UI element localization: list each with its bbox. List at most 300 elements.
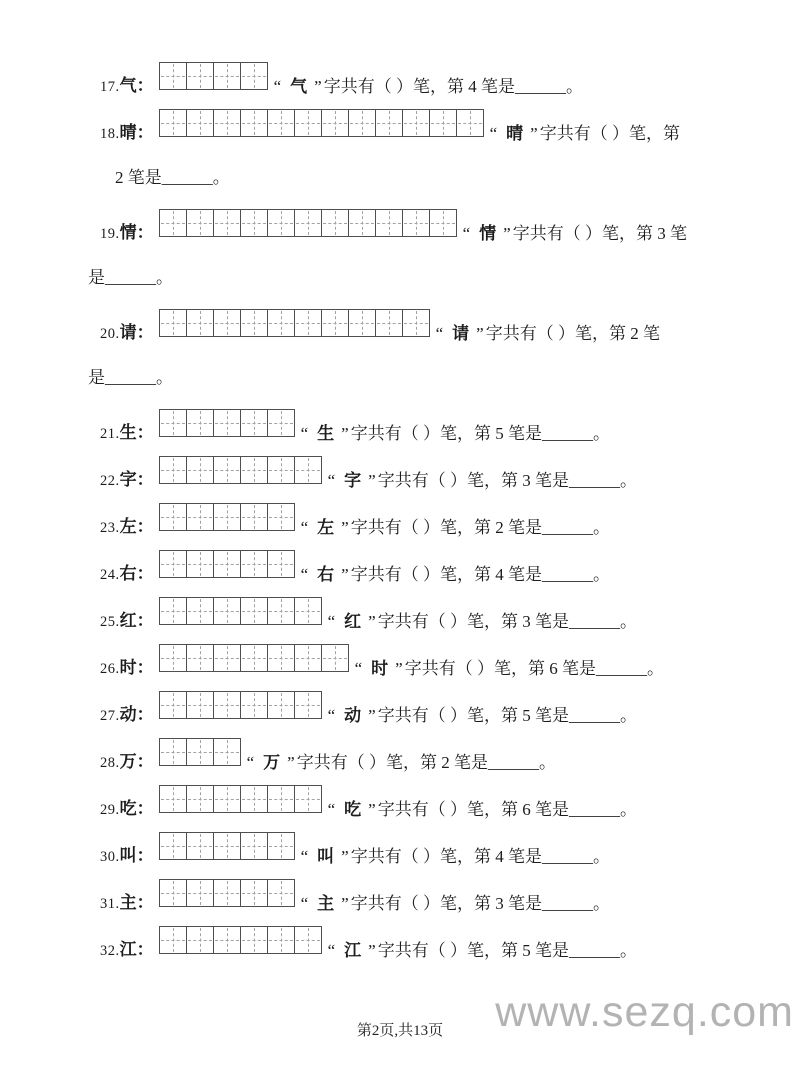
question-sentence: 字共有（ ）笔，第 2 笔是______。 — [350, 518, 610, 537]
question-number: 19. — [100, 226, 120, 242]
grid-cell — [159, 503, 187, 531]
question-block — [0, 597, 800, 633]
practice-grid — [159, 209, 457, 237]
question-character: 情 — [119, 223, 137, 242]
grid-cell — [267, 879, 295, 907]
grid-cell — [294, 597, 322, 625]
question-block — [0, 409, 800, 445]
label-colon: ： — [136, 752, 154, 771]
open-quote-mark: “ — [300, 894, 311, 913]
close-quote-mark: ” — [395, 659, 405, 678]
label-colon: ： — [136, 470, 154, 489]
question-row — [100, 597, 800, 633]
question-text — [328, 611, 637, 633]
grid-cell — [186, 62, 214, 90]
close-quote-mark: ” — [368, 941, 378, 960]
question-character: 请 — [119, 323, 137, 342]
open-quote-mark: “ — [300, 847, 311, 866]
question-row — [100, 550, 800, 586]
question-block — [0, 503, 800, 539]
quoted-character: 时 — [371, 659, 389, 678]
grid-cell — [294, 644, 322, 672]
grid-cell — [213, 456, 241, 484]
grid-cell — [375, 109, 403, 137]
grid-cell — [240, 691, 268, 719]
grid-cell — [159, 409, 187, 437]
close-quote-mark: ” — [287, 753, 297, 772]
question-character: 生 — [119, 423, 137, 442]
question-row — [100, 109, 800, 145]
grid-cell — [213, 832, 241, 860]
grid-cell — [240, 644, 268, 672]
open-quote-mark: “ — [327, 800, 338, 819]
grid-cell — [159, 926, 187, 954]
grid-cell — [240, 785, 268, 813]
open-quote-mark: “ — [273, 77, 284, 96]
grid-cell — [186, 409, 214, 437]
close-quote-mark: ” — [341, 847, 351, 866]
grid-cell — [159, 597, 187, 625]
question-row — [100, 62, 800, 98]
grid-cell — [321, 644, 349, 672]
grid-cell — [267, 209, 295, 237]
question-text — [328, 799, 637, 821]
question-label — [100, 422, 154, 445]
question-label — [100, 610, 154, 633]
question-character: 动 — [119, 705, 137, 724]
grid-cell — [159, 785, 187, 813]
grid-cell — [240, 309, 268, 337]
close-quote-mark: ” — [368, 800, 378, 819]
grid-cell — [213, 785, 241, 813]
question-block — [0, 309, 800, 389]
quoted-character: 字 — [344, 471, 362, 490]
grid-cell — [240, 597, 268, 625]
label-colon: ： — [136, 893, 154, 912]
grid-cell — [267, 109, 295, 137]
grid-cell — [294, 209, 322, 237]
grid-cell — [267, 456, 295, 484]
close-quote-mark: ” — [314, 77, 324, 96]
question-row — [100, 644, 800, 680]
grid-cell — [267, 597, 295, 625]
grid-cell — [213, 691, 241, 719]
question-number: 25. — [100, 614, 120, 630]
grid-cell — [186, 550, 214, 578]
question-block — [0, 785, 800, 821]
question-sentence: 字共有（ ）笔，第 3 笔是______。 — [350, 894, 610, 913]
question-number: 18. — [100, 126, 120, 142]
grid-cell — [213, 879, 241, 907]
grid-cell — [213, 503, 241, 531]
grid-cell — [240, 926, 268, 954]
quoted-character: 左 — [317, 518, 335, 537]
grid-cell — [402, 209, 430, 237]
question-number: 28. — [100, 755, 120, 771]
label-colon: ： — [136, 658, 154, 677]
question-character: 江 — [119, 940, 137, 959]
question-row — [100, 738, 800, 774]
question-character: 叫 — [119, 846, 137, 865]
question-label — [100, 704, 154, 727]
quoted-character: 晴 — [506, 124, 524, 143]
grid-cell — [213, 738, 241, 766]
open-quote-mark: “ — [300, 565, 311, 584]
practice-grid — [159, 879, 295, 907]
practice-grid — [159, 109, 484, 137]
question-row — [100, 926, 800, 962]
question-number: 26. — [100, 661, 120, 677]
grid-cell — [186, 597, 214, 625]
question-sentence: 字共有（ ）笔，第 6 笔是______。 — [377, 800, 637, 819]
grid-cell — [186, 785, 214, 813]
grid-cell — [267, 691, 295, 719]
close-quote-mark: ” — [530, 124, 540, 143]
grid-cell — [375, 209, 403, 237]
quoted-character: 吃 — [344, 800, 362, 819]
question-sentence: 字共有（ ）笔，第 5 笔是______。 — [377, 941, 637, 960]
question-block — [0, 738, 800, 774]
practice-grid — [159, 785, 322, 813]
open-quote-mark: “ — [327, 941, 338, 960]
question-number: 29. — [100, 802, 120, 818]
question-row — [100, 503, 800, 539]
question-number: 24. — [100, 567, 120, 583]
grid-cell — [267, 409, 295, 437]
label-colon: ： — [136, 564, 154, 583]
question-text-continued: 2 笔是______。 — [115, 168, 230, 187]
question-row — [100, 456, 800, 492]
question-label — [100, 75, 154, 98]
question-character: 吃 — [119, 799, 137, 818]
question-row — [100, 879, 800, 915]
question-sentence: 字共有（ ）笔，第 5 笔是______。 — [377, 706, 637, 725]
grid-cell — [240, 879, 268, 907]
question-text — [355, 658, 664, 680]
question-label — [100, 516, 154, 539]
question-label — [100, 469, 154, 492]
label-colon: ： — [136, 705, 154, 724]
grid-cell — [348, 209, 376, 237]
question-text — [274, 76, 583, 98]
question-number: 20. — [100, 326, 120, 342]
grid-cell — [294, 691, 322, 719]
question-text-continued: 是______。 — [88, 368, 173, 387]
grid-cell — [186, 209, 214, 237]
grid-cell — [186, 832, 214, 860]
practice-grid — [159, 62, 268, 90]
close-quote-mark: ” — [341, 424, 351, 443]
question-character: 万 — [119, 752, 137, 771]
question-label — [100, 122, 154, 145]
question-character: 气 — [119, 76, 137, 95]
question-text — [301, 517, 610, 539]
open-quote-mark: “ — [435, 324, 446, 343]
question-sentence: 字共有（ ）笔，第 — [539, 124, 680, 143]
practice-grid — [159, 597, 322, 625]
label-colon: ： — [136, 611, 154, 630]
question-sentence: 字共有（ ）笔，第 4 笔是______。 — [323, 77, 583, 96]
question-sentence: 字共有（ ）笔，第 3 笔是______。 — [377, 612, 637, 631]
grid-cell — [267, 832, 295, 860]
question-text — [301, 893, 610, 915]
question-character: 红 — [119, 611, 137, 630]
grid-cell — [159, 550, 187, 578]
question-block — [0, 456, 800, 492]
practice-grid — [159, 738, 241, 766]
grid-cell — [186, 503, 214, 531]
question-block — [0, 691, 800, 727]
grid-cell — [159, 109, 187, 137]
grid-cell — [240, 62, 268, 90]
question-text — [463, 223, 687, 245]
question-sentence: 字共有（ ）笔，第 3 笔 — [512, 224, 687, 243]
question-text — [328, 940, 637, 962]
grid-cell — [402, 309, 430, 337]
grid-cell — [213, 109, 241, 137]
question-text — [247, 752, 556, 774]
practice-grid — [159, 456, 322, 484]
label-colon: ： — [136, 799, 154, 818]
question-character: 字 — [119, 470, 137, 489]
grid-cell — [240, 456, 268, 484]
grid-cell — [294, 456, 322, 484]
grid-cell — [186, 456, 214, 484]
practice-grid — [159, 644, 349, 672]
grid-cell — [159, 879, 187, 907]
grid-cell — [294, 926, 322, 954]
open-quote-mark: “ — [327, 706, 338, 725]
quoted-character: 气 — [290, 77, 308, 96]
question-sentence: 字共有（ ）笔，第 3 笔是______。 — [377, 471, 637, 490]
close-quote-mark: ” — [341, 565, 351, 584]
question-sentence: 字共有（ ）笔，第 5 笔是______。 — [350, 424, 610, 443]
grid-cell — [240, 503, 268, 531]
quoted-character: 生 — [317, 424, 335, 443]
grid-cell — [429, 209, 457, 237]
grid-cell — [213, 409, 241, 437]
grid-cell — [213, 926, 241, 954]
grid-cell — [294, 109, 322, 137]
question-number: 32. — [100, 943, 120, 959]
question-character: 主 — [119, 893, 137, 912]
page-footer: 第2页,共13页 — [356, 1023, 444, 1039]
question-text — [328, 470, 637, 492]
grid-cell — [186, 644, 214, 672]
label-colon: ： — [136, 423, 154, 442]
question-row — [100, 832, 800, 868]
question-number: 27. — [100, 708, 120, 724]
question-sentence: 字共有（ ）笔，第 4 笔是______。 — [350, 847, 610, 866]
grid-cell — [186, 691, 214, 719]
grid-cell — [159, 209, 187, 237]
question-label — [100, 322, 154, 345]
open-quote-mark: “ — [300, 518, 311, 537]
question-text — [301, 423, 610, 445]
practice-grid — [159, 926, 322, 954]
quoted-character: 红 — [344, 612, 362, 631]
question-block — [0, 62, 800, 98]
grid-cell — [267, 785, 295, 813]
quoted-character: 万 — [263, 753, 281, 772]
question-block — [0, 926, 800, 962]
question-character: 右 — [119, 564, 137, 583]
grid-cell — [240, 832, 268, 860]
grid-cell — [456, 109, 484, 137]
label-colon: ： — [136, 323, 154, 342]
question-row — [100, 409, 800, 445]
grid-cell — [159, 644, 187, 672]
question-character: 晴 — [119, 123, 137, 142]
question-sentence: 字共有（ ）笔，第 2 笔 — [485, 324, 660, 343]
open-quote-mark: “ — [462, 224, 473, 243]
question-block — [0, 109, 800, 189]
question-label — [100, 845, 154, 868]
question-number: 21. — [100, 426, 120, 442]
quoted-character: 江 — [344, 941, 362, 960]
practice-grid — [159, 503, 295, 531]
quoted-character: 主 — [317, 894, 335, 913]
grid-cell — [159, 456, 187, 484]
grid-cell — [321, 209, 349, 237]
grid-cell — [159, 691, 187, 719]
question-block — [0, 209, 800, 289]
question-character: 左 — [119, 517, 137, 536]
grid-cell — [213, 209, 241, 237]
question-block — [0, 550, 800, 586]
question-sentence: 字共有（ ）笔，第 4 笔是______。 — [350, 565, 610, 584]
question-label — [100, 798, 154, 821]
grid-cell — [159, 832, 187, 860]
question-label — [100, 892, 154, 915]
question-text — [328, 705, 637, 727]
quoted-character: 情 — [479, 224, 497, 243]
question-text — [490, 123, 680, 145]
quoted-character: 右 — [317, 565, 335, 584]
grid-cell — [159, 309, 187, 337]
label-colon: ： — [136, 223, 154, 242]
grid-cell — [213, 550, 241, 578]
grid-cell — [402, 109, 430, 137]
open-quote-mark: “ — [246, 753, 257, 772]
label-colon: ： — [136, 940, 154, 959]
question-text — [436, 323, 660, 345]
question-label — [100, 222, 154, 245]
watermark: www.sezq.com — [495, 988, 794, 1036]
grid-cell — [159, 738, 187, 766]
question-label — [100, 939, 154, 962]
question-row — [100, 209, 800, 245]
question-sentence: 字共有（ ）笔，第 6 笔是______。 — [404, 659, 664, 678]
close-quote-mark: ” — [341, 518, 351, 537]
practice-grid — [159, 832, 295, 860]
close-quote-mark: ” — [476, 324, 486, 343]
grid-cell — [240, 209, 268, 237]
grid-cell — [186, 738, 214, 766]
grid-cell — [240, 409, 268, 437]
open-quote-mark: “ — [300, 424, 311, 443]
grid-cell — [267, 926, 295, 954]
worksheet-rows — [0, 62, 800, 962]
grid-cell — [213, 309, 241, 337]
practice-grid — [159, 409, 295, 437]
close-quote-mark: ” — [368, 471, 378, 490]
open-quote-mark: “ — [327, 471, 338, 490]
close-quote-mark: ” — [368, 612, 378, 631]
question-number: 23. — [100, 520, 120, 536]
label-colon: ： — [136, 846, 154, 865]
question-text — [301, 846, 610, 868]
grid-cell — [267, 550, 295, 578]
grid-cell — [267, 503, 295, 531]
grid-cell — [213, 644, 241, 672]
question-row — [100, 691, 800, 727]
grid-cell — [159, 62, 187, 90]
practice-grid — [159, 550, 295, 578]
open-quote-mark: “ — [489, 124, 500, 143]
grid-cell — [213, 62, 241, 90]
open-quote-mark: “ — [354, 659, 365, 678]
open-quote-mark: “ — [327, 612, 338, 631]
grid-cell — [240, 550, 268, 578]
grid-cell — [321, 309, 349, 337]
question-label — [100, 751, 154, 774]
grid-cell — [429, 109, 457, 137]
grid-cell — [186, 309, 214, 337]
question-character: 时 — [119, 658, 137, 677]
question-block — [0, 879, 800, 915]
grid-cell — [186, 109, 214, 137]
close-quote-mark: ” — [341, 894, 351, 913]
question-text — [301, 564, 610, 586]
question-block — [0, 644, 800, 680]
practice-grid — [159, 309, 430, 337]
grid-cell — [213, 597, 241, 625]
grid-cell — [348, 309, 376, 337]
practice-grid — [159, 691, 322, 719]
grid-cell — [186, 926, 214, 954]
label-colon: ： — [136, 76, 154, 95]
question-number: 31. — [100, 896, 120, 912]
grid-cell — [348, 109, 376, 137]
grid-cell — [267, 309, 295, 337]
grid-cell — [294, 309, 322, 337]
close-quote-mark: ” — [368, 706, 378, 725]
question-row — [100, 785, 800, 821]
question-number: 30. — [100, 849, 120, 865]
grid-cell — [321, 109, 349, 137]
grid-cell — [294, 785, 322, 813]
grid-cell — [267, 644, 295, 672]
question-sentence: 字共有（ ）笔，第 2 笔是______。 — [296, 753, 556, 772]
question-row — [100, 309, 800, 345]
question-block — [0, 832, 800, 868]
quoted-character: 叫 — [317, 847, 335, 866]
label-colon: ： — [136, 517, 154, 536]
question-text-continued: 是______。 — [88, 268, 173, 287]
question-label — [100, 563, 154, 586]
question-number: 22. — [100, 473, 120, 489]
label-colon: ： — [136, 123, 154, 142]
grid-cell — [240, 109, 268, 137]
question-number: 17. — [100, 79, 120, 95]
question-label — [100, 657, 154, 680]
quoted-character: 动 — [344, 706, 362, 725]
close-quote-mark: ” — [503, 224, 513, 243]
grid-cell — [186, 879, 214, 907]
grid-cell — [375, 309, 403, 337]
quoted-character: 请 — [452, 324, 470, 343]
